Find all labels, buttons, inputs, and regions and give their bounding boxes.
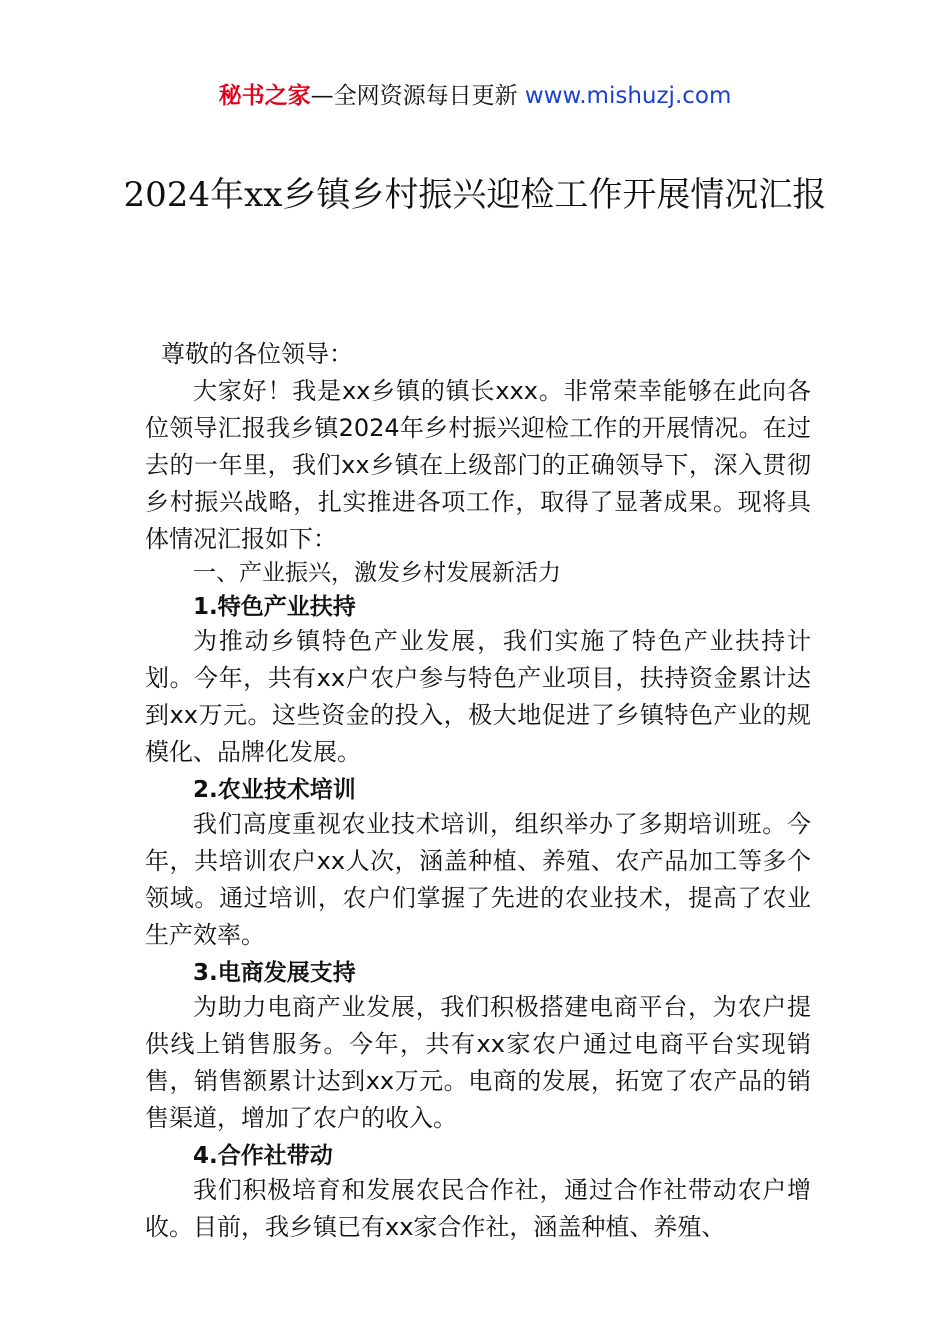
subheading-3: 3.电商发展支持: [193, 960, 356, 986]
salutation: 尊敬的各位领导：: [161, 340, 353, 368]
subheading-4: 4.合作社带动: [193, 1143, 333, 1169]
paragraph-4: 我们积极培育和发展农民合作社，通过合作社带动农户增收。目前，我乡镇已有xx家合作社，涵盖种植、养殖、: [145, 1176, 811, 1241]
header-tagline: —全网资源每日更新: [310, 83, 525, 109]
section-heading-1: 一、产业振兴，激发乡村发展新活力: [193, 560, 561, 586]
paragraph-2: 我们高度重视农业技术培训，组织举办了多期培训班。今年，共培训农户xx人次，涵盖种植、养殖、农产品加工等多个领域。通过培训，农户们掌握了先进的农业技术，提高了农业生产效率。: [145, 810, 811, 949]
site-url-link[interactable]: www.mishuzj.com: [524, 83, 732, 109]
paragraph-3: 为助力电商产业发展，我们积极搭建电商平台，为农户提供线上销售服务。今年，共有xx家农户通过电商平台实现销售，销售额累计达到xx万元。电商的发展，拓宽了农产品的销售渠道，增加了农户的收入。: [145, 993, 811, 1132]
document-title: 2024年xx乡镇乡村振兴迎检工作开展情况汇报: [123, 175, 827, 215]
document-body: [145, 336, 811, 1246]
intro-paragraph: 大家好！我是xx乡镇的镇长xxx。非常荣幸能够在此向各位领导汇报我乡镇2024年乡村振兴迎检工作的开展情况。在过去的一年里，我们xx乡镇在上级部门的正确领导下，深入贯彻乡村振兴战略，扎实推进各项工作，取得了显著成果。现将具体情况汇报如下：: [145, 377, 811, 553]
site-header: [0, 80, 950, 112]
subheading-2: 2.农业技术培训: [193, 777, 356, 803]
brand-name: 秘书之家: [218, 83, 311, 109]
subheading-1: 1.特色产业扶持: [193, 594, 356, 620]
paragraph-1: 为推动乡镇特色产业发展，我们实施了特色产业扶持计划。今年，共有xx户农户参与特色产业项目，扶持资金累计达到xx万元。这些资金的投入，极大地促进了乡镇特色产业的规模化、品牌化发展。: [145, 627, 811, 766]
